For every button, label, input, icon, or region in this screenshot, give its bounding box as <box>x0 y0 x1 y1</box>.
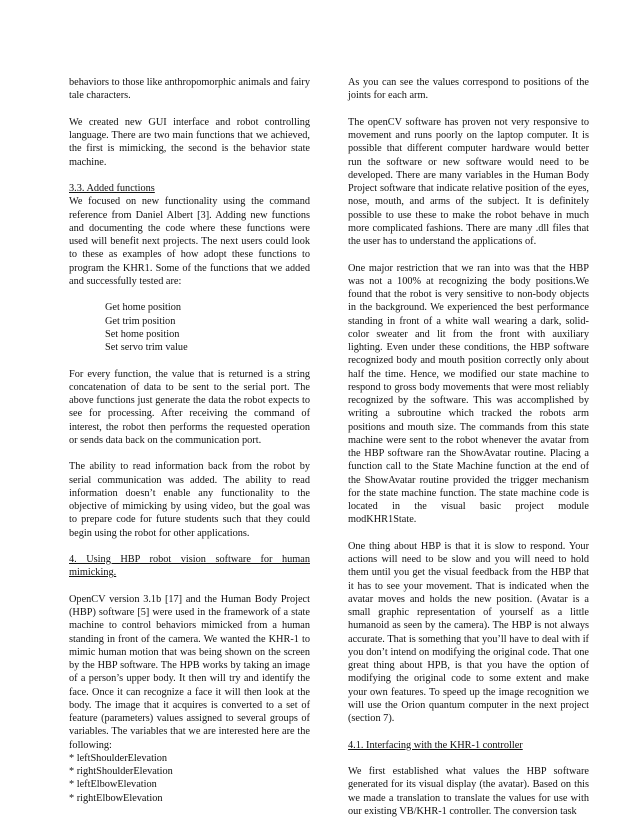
paragraph: The ability to read information back from the robot by serial communication was added. The ability to read information doesn’t enable any functionality to the objective of mimicking by using video, but the goal was to prepare code for future students such that they could begin using the robot for other applications. <box>69 461 310 539</box>
paragraph: behaviors to those like anthropomorphic animals and fairy tale characters. <box>69 77 310 102</box>
paragraph: OpenCV version 3.1b [17] and the Human Body Project (HBP) software [5] were used in the framework of a state machine to control behaviors mimicked from a human standing in front of the camera. We wanted the KHR-1 to mimic human motion that was being shown on the screen by the HBP software. The HPB works by taking an image of a person’s upper body. It then will try and identify the face. Once it can recognize a face it will then look at the body. The image that it acquires is converted to a set of feature (parameters) values assigned to several groups of variables. The variables that we are interested here are the following: <box>69 593 310 751</box>
right-column <box>348 76 589 831</box>
section-heading-4-1: 4.1. Interfacing with the KHR-1 controller <box>348 739 523 751</box>
paragraph: For every function, the value that is returned is a string concatenation of data to be sent to the serial port. The above functions just generate the data the robot expects to see for processing. After receiving the command of interest, the robot then performs the requested operation or sends data back on the communication port. <box>69 368 310 446</box>
list-item: Get home position <box>105 302 182 314</box>
variables-list <box>69 752 310 805</box>
paragraph: One thing about HBP is that it is slow to respond. Your actions will need to be slow and you will need to hold them until you get the visual feedback from the HBP that it has to see your movement. That is indicated when the avatar moves and holds the new position. (Avatar is a small graphic representation of yourself as a little humanoid as seen by the camera). The HBP is not always accurate. That is something that you’ll have to deal with if you don’t intend on modifying the original code. That one great thing about HPB, is that you have the option of modifying the original code to some extent and make your own features. To speed up the image recognition we will use the Orion quantum computer in the next project (section 7). <box>348 540 589 724</box>
paragraph: We created new GUI interface and robot controlling language. There are two main functions that we achieved, the first is mimicking, the second is the behavior state machine. <box>69 116 310 168</box>
paragraph: One major restriction that we ran into was that the HBP was not a 100% at recognizing the body positions.We found that the robot is very sensitive to non-body objects in the background. We experienced the best performance standing in front of a white wall wearing a dark, solid-color sweater and lit from the front with auxiliary lighting. Even under these conditions, the HBP software recognized body and mouth position correctly only about half the time. Hence, we modified our state machine to respond to gross body movements that were most reliably recognized by the software. This was accomplished by writing a subroutine which tracked the robots arm positions and mouth size. The commands from this state machine were sent to the robot whenever the avatar from the HBP software ran the ShowAvatar routine. Placing a function call to the State Machine function at the end of the ShowAvatar routine provided the trigger mechanism for the state machine function. The state machine code is located in the visual basic project module modKHR1State. <box>348 262 589 526</box>
list-item: * rightElbowElevation <box>69 792 163 804</box>
section-heading-3-3: 3.3. Added functions <box>69 183 155 194</box>
list-item: * leftShoulderElevation <box>69 752 168 764</box>
list-item: Set home position <box>105 328 180 340</box>
left-column <box>69 76 310 805</box>
list-item: Get trim position <box>105 315 176 327</box>
paragraph: We first established what values the HBP software generated for its visual display (the avatar). Based on this we made a translation to translate the values for use with our existing VB/KHR-1 controller. The conversion task <box>348 766 589 817</box>
list-item: * leftElbowElevation <box>69 779 157 791</box>
paragraph: We focused on new functionality using the command reference from Daniel Albert [3]. Adding new functions and documenting the code where these functions were used will benefit next projects. The next users could look to these as examples of how adopt these functions to program the KHR1. Some of the functions that we added and successfully tested are: <box>69 196 310 287</box>
paragraph: The openCV software has proven not very responsive to movement and runs poorly on the laptop computer. It is possible that different computer hardware would better run the software or new software would need to be developed. There are many variables in the Human Body Project software that indicate relative position of the eyes, nose, mouth, and arms of the subject. It is definitely possible to use these to make the robot behave in much more complicated fashions. There are many .dll files that the user has to understand the applications of. <box>348 116 589 247</box>
paragraph: As you can see the values correspond to positions of the joints for each arm. <box>348 77 589 102</box>
section-heading-4: 4. Using HBP robot vision software for human mimicking. <box>69 554 310 579</box>
list-item: Set servo trim value <box>105 342 188 353</box>
functions-list <box>105 301 310 354</box>
list-item: * rightShoulderElevation <box>69 766 173 777</box>
